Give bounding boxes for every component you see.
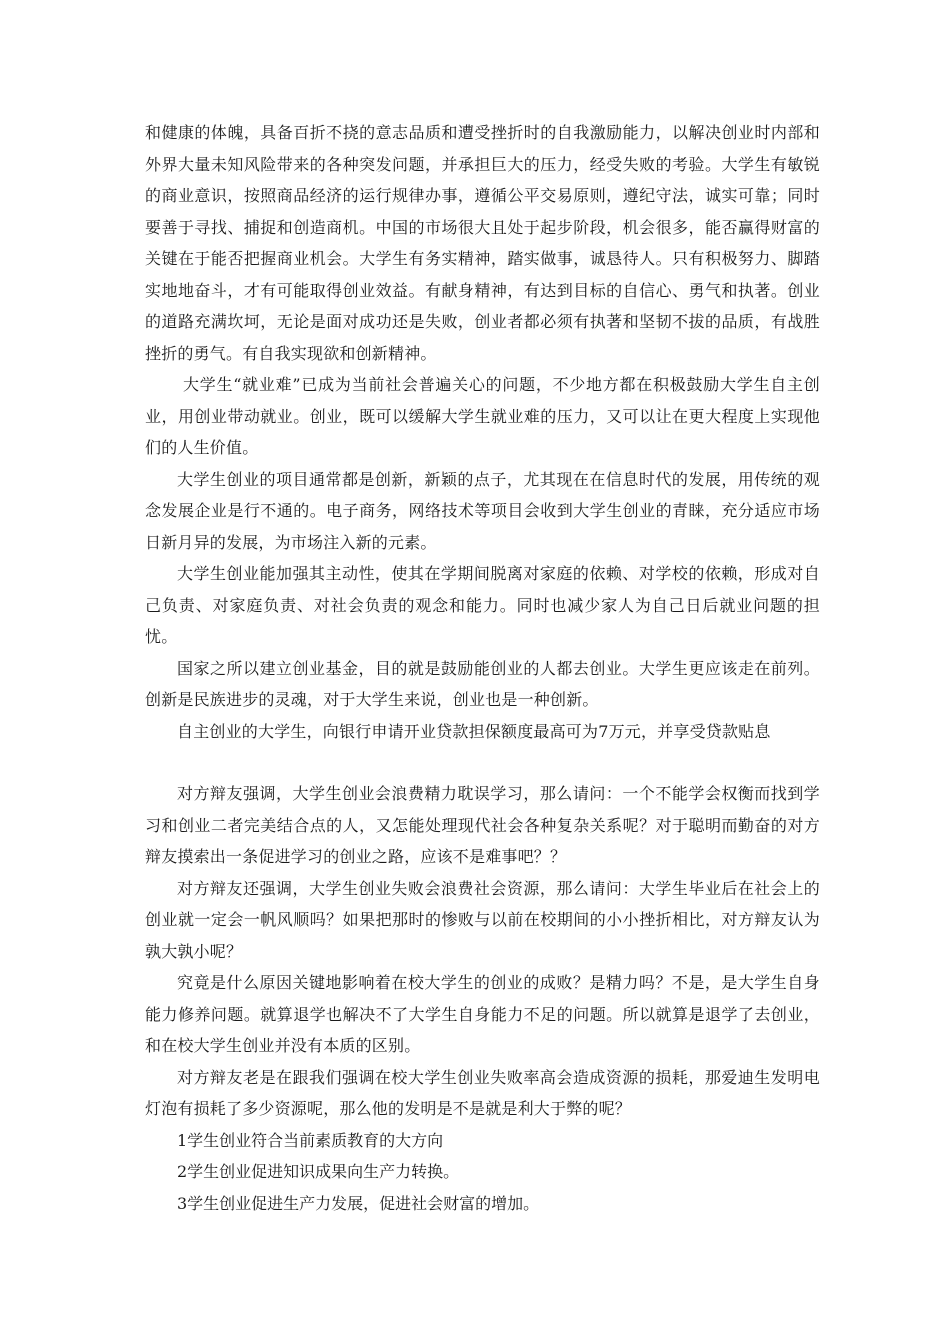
list-item: 1学生创业符合当前素质教育的大方向: [177, 1130, 444, 1150]
list-item: 2学生创业促进知识成果向生产力转换。: [177, 1162, 460, 1181]
numbered-list: [145, 1125, 820, 1220]
blank-line: [145, 747, 820, 778]
paragraph-6: 自主创业的大学生，向银行申请开业贷款担保额度最高可为7万元，并享受贷款贴息: [177, 721, 771, 741]
paragraph-9: 究竟是什么原因关键地影响着在校大学生的创业的成败？是精力吗？不是，是大学生自身能力修养问题。就算退学也解决不了大学生自身能力不足的问题。所以就算是退学了去创业，和在校大学生创业并没有本质的区别。: [145, 973, 820, 1055]
document-page: [145, 117, 820, 1219]
list-item: 3学生创业促进生产力发展，促进社会财富的增加。: [177, 1193, 540, 1213]
paragraph-8: 对方辩友还强调，大学生创业失败会浪费社会资源，那么请问：大学生毕业后在社会上的创业就一定会一帆风顺吗？如果把那时的惨败与以前在校期间的小小挫折相比，对方辩友认为孰大孰小呢？: [145, 878, 820, 961]
paragraph-5: 国家之所以建立创业基金，目的就是鼓励能创业的人都去创业。大学生更应该走在前列。创新是民族进步的灵魂，对于大学生来说，创业也是一种创新。: [145, 658, 820, 709]
paragraph-1: 和健康的体魄，具备百折不挠的意志品质和遭受挫折时的自我激励能力，以解决创业时内部和外界大量未知风险带来的各种突发问题，并承担巨大的压力，经受失败的考验。大学生有敏锐的商业意识，按照商品经济的运行规律办事，遵循公平交易原则，遵纪守法，诚实可靠；同时要善于寻找、捕捉和创造商机。中国的市场很大且处于起步阶段，机会很多，能否赢得财富的关键在于能否把握商业机会。大学生有务实精神，踏实做事，诚恳待人。只有积极努力、脚踏实地地奋斗，才有可能取得创业效益。有献身精神，有达到目标的自信心、勇气和执著。创业的道路充满坎坷，无论是面对成功还是失败，创业者都必须有执著和坚韧不拔的品质，有战胜挫折的勇气。有自我实现欲和创新精神。: [145, 123, 820, 363]
paragraph-3: 大学生创业的项目通常都是创新，新颖的点子，尤其现在在信息时代的发展，用传统的观念发展企业是行不通的。电子商务，网络技术等项目会收到大学生创业的青睐，充分适应市场日新月异的发展，为市场注入新的元素。: [145, 469, 820, 552]
paragraph-2: 大学生“就业难”已成为当前社会普遍关心的问题，不少地方都在积极鼓励大学生自主创业，用创业带动就业。创业，既可以缓解大学生就业难的压力，又可以让在更大程度上实现他们的人生价值。: [145, 375, 820, 457]
paragraph-7: 对方辩友强调，大学生创业会浪费精力耽误学习，那么请问：一个不能学会权衡而找到学习和创业二者完美结合点的人，又怎能处理现代社会各种复杂关系呢？对于聪明而勤奋的对方辩友摸索出一条促进学习的创业之路，应该不是难事吧？？: [145, 784, 820, 866]
paragraph-4: 大学生创业能加强其主动性，使其在学期间脱离对家庭的依赖、对学校的依赖，形成对自己负责、对家庭负责、对社会负责的观念和能力。同时也减少家人为自己日后就业问题的担忧。: [145, 564, 820, 646]
paragraph-10: 对方辩友老是在跟我们强调在校大学生创业失败率高会造成资源的损耗，那爱迪生发明电灯泡有损耗了多少资源呢，那么他的发明是不是就是利大于弊的呢？: [145, 1067, 820, 1118]
